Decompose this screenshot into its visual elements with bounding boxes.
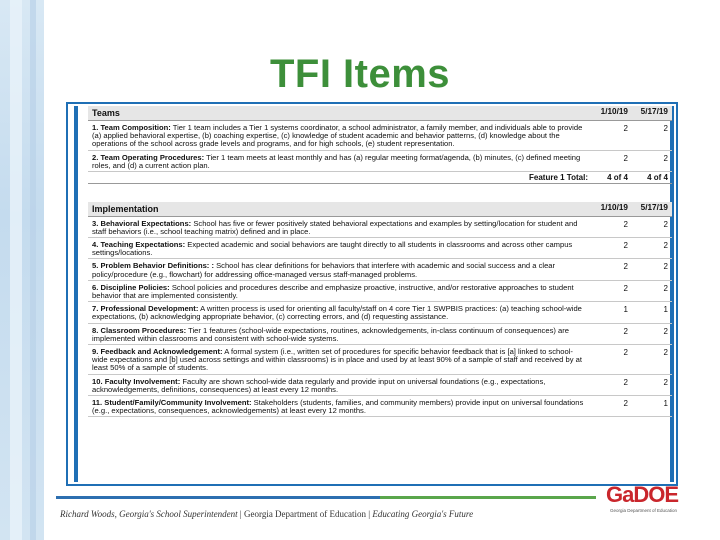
tfi-item-name: Behavioral Expectations: xyxy=(100,218,192,228)
tfi-item-text xyxy=(88,374,592,395)
section-gap xyxy=(88,184,672,202)
tfi-item-text xyxy=(88,216,592,237)
tfi-item-text xyxy=(88,259,592,280)
feature-total-label: Feature 1 Total: xyxy=(88,172,592,184)
tfi-score-2: 1 xyxy=(632,395,672,416)
tfi-score-2: 2 xyxy=(632,259,672,280)
tfi-item-number: 7. xyxy=(92,304,99,314)
tfi-item-number: 5. xyxy=(92,261,99,271)
tfi-item-description: Tier 1 team includes a Tier 1 systems coordinator, a school administrator, a family member, and individuals able to provide (a) applied behavioral expertise, (b) coaching expertise, (c) knowledge of student academic and behavior patterns, (d) knowledge about the operations of the school across grade levels and programs, and for high schools, (e) student representation. xyxy=(92,123,583,149)
tfi-item-row xyxy=(88,302,672,323)
tfi-item-text xyxy=(88,323,592,344)
tfi-item-description: School policies and procedures describe and emphasize proactive, instructive, and/or restorative approaches to student behavior that are implemented consistently. xyxy=(92,282,574,300)
tfi-score-2: 2 xyxy=(632,121,672,151)
tfi-item-name: Professional Development: xyxy=(100,304,199,314)
tfi-item-number: 2. xyxy=(92,152,99,162)
implementation-col1-header: 1/10/19 xyxy=(592,202,632,217)
tfi-item-description: Stakeholders (students, families, and community members) provide input on universal foundations (e.g., expectations, consequences, acknowledgements) at least every 12 months. xyxy=(92,397,584,416)
tfi-item-number: 6. xyxy=(92,282,99,292)
tfi-item-row xyxy=(88,259,672,280)
tfi-item-row xyxy=(88,150,672,171)
tfi-item-description: School has clear definitions for behaviors that interfere with academic and social success and a clear policy/procedure (e.g., flowchart) for addressing office-managed versus staff-managed problems. xyxy=(92,261,556,279)
tfi-item-description: Tier 1 team meets at least monthly and has (a) regular meeting format/agenda, (b) minutes, (c) defined meeting roles, and (d) a current action plan. xyxy=(92,152,581,170)
tfi-item-text xyxy=(88,280,592,301)
tfi-score-2: 2 xyxy=(632,237,672,258)
implementation-header: Implementation xyxy=(88,202,592,217)
teams-col1-header: 1/10/19 xyxy=(592,106,632,121)
tfi-item-name: Classroom Procedures: xyxy=(100,325,187,335)
tfi-item-number: 1. xyxy=(92,123,99,132)
tfi-item-text xyxy=(88,302,592,323)
tfi-score-1: 2 xyxy=(592,280,632,301)
tfi-score-2: 2 xyxy=(632,344,672,374)
teams-header: Teams xyxy=(88,106,592,121)
tfi-score-1: 2 xyxy=(592,323,632,344)
tfi-score-2: 2 xyxy=(632,150,672,171)
tfi-score-1: 2 xyxy=(592,259,632,280)
tfi-item-number: 10. xyxy=(92,376,103,386)
tfi-item-name: Problem Behavior Definitions: : xyxy=(100,261,214,271)
footer-separator: | xyxy=(239,509,242,519)
tfi-item-description: Faculty are shown school-wide data regularly and provide input on universal foundations (e.g., expectations, acknowledgements, definitions, consequences) at least every 12 months. xyxy=(92,376,546,394)
tfi-score-2: 2 xyxy=(632,216,672,237)
footer-rule xyxy=(56,496,596,499)
footer-superintendent: Richard Woods, Georgia's School Superintendent xyxy=(60,509,238,519)
tfi-item-name: Team Composition: xyxy=(100,123,171,132)
tfi-item-row xyxy=(88,121,672,151)
gadoe-logo xyxy=(606,482,702,526)
tfi-item-row xyxy=(88,374,672,395)
implementation-col2-header: 5/17/19 xyxy=(632,202,672,217)
tfi-item-name: Feedback and Acknowledgement: xyxy=(100,346,223,356)
tfi-item-row xyxy=(88,344,672,374)
tfi-item-number: 3. xyxy=(92,218,99,228)
tfi-item-row xyxy=(88,280,672,301)
footer-dept: Georgia Department of Education xyxy=(243,509,367,519)
tfi-item-row xyxy=(88,237,672,258)
tfi-item-name: Student/Family/Community Involvement: xyxy=(104,397,252,407)
footer-motto: Educating Georgia's Future xyxy=(372,509,474,519)
tfi-item-description: A written process is used for orienting all faculty/staff on 4 core Tier 1 SWPBIS practices: (a) teaching school-wide expectations, (b) acknowledging appropriate behavior, (c) correcting errors, and (d) requesting assistance. xyxy=(92,304,582,322)
gadoe-logo-text: GaDOE xyxy=(606,482,679,507)
tfi-item-description: School has five or fewer positively stated behavioral expectations and examples by setting/location for student and staff behaviors (i.e., school teaching matrix) defined and in place. xyxy=(92,218,578,236)
tfi-score-1: 2 xyxy=(592,121,632,151)
tfi-score-2: 2 xyxy=(632,374,672,395)
tfi-item-number: 9. xyxy=(92,346,99,356)
teams-col2-header: 5/17/19 xyxy=(632,106,672,121)
tfi-item-name: Teaching Expectations: xyxy=(100,239,186,249)
tfi-item-row xyxy=(88,216,672,237)
tfi-item-text xyxy=(88,344,592,374)
tfi-item-text xyxy=(88,237,592,258)
feature-total-1: 4 of 4 xyxy=(592,172,632,184)
tfi-item-number: 11. xyxy=(92,397,103,407)
tfi-item-name: Discipline Policies: xyxy=(100,282,170,292)
tfi-item-description: Expected academic and social behaviors are taught directly to all students in classrooms and across other campus settings/locations. xyxy=(92,239,573,258)
tfi-item-number: 4. xyxy=(92,239,99,249)
tfi-item-text xyxy=(88,395,592,416)
tfi-table xyxy=(88,106,672,417)
tfi-item-name: Team Operating Procedures: xyxy=(100,152,205,162)
tfi-item-description: Tier 1 features (school-wide expectations, routines, acknowledgements, in-class continuum of consequences) are implemented within classrooms and consistent with school-wide systems. xyxy=(92,325,569,343)
tfi-document-image xyxy=(66,102,678,486)
tfi-item-number: 8. xyxy=(92,325,99,335)
frame-left-edge xyxy=(74,106,78,482)
gadoe-logo-subtext: Georgia Department of Education xyxy=(610,508,678,513)
slide-title: TFI Items xyxy=(269,52,451,96)
tfi-score-2: 2 xyxy=(632,323,672,344)
tfi-item-row xyxy=(88,395,672,416)
tfi-score-1: 2 xyxy=(592,395,632,416)
implementation-header-row xyxy=(88,202,672,217)
tfi-score-1: 2 xyxy=(592,237,632,258)
feature-total-row xyxy=(88,172,672,184)
tfi-score-1: 2 xyxy=(592,344,632,374)
tfi-item-text xyxy=(88,150,592,171)
tfi-item-description: A formal system (i.e., written set of procedures for specific behavior feedback that is [a] linked to school-wide expectations and [b] used across settings and within classrooms) is in place and used by at least 90% of a sample of staff and received by at least 50% of a sample of students. xyxy=(92,346,582,373)
tfi-score-1: 2 xyxy=(592,216,632,237)
tfi-score-1: 2 xyxy=(592,150,632,171)
tfi-score-2: 1 xyxy=(632,302,672,323)
tfi-item-row xyxy=(88,323,672,344)
teams-header-row xyxy=(88,106,672,121)
feature-total-2: 4 of 4 xyxy=(632,172,672,184)
tfi-item-name: Faculty Involvement: xyxy=(104,376,181,386)
tfi-item-text xyxy=(88,121,592,151)
footer-separator: | xyxy=(368,509,371,519)
tfi-score-1: 2 xyxy=(592,374,632,395)
footer-text xyxy=(60,509,473,519)
tfi-score-2: 2 xyxy=(632,280,672,301)
tfi-score-1: 1 xyxy=(592,302,632,323)
